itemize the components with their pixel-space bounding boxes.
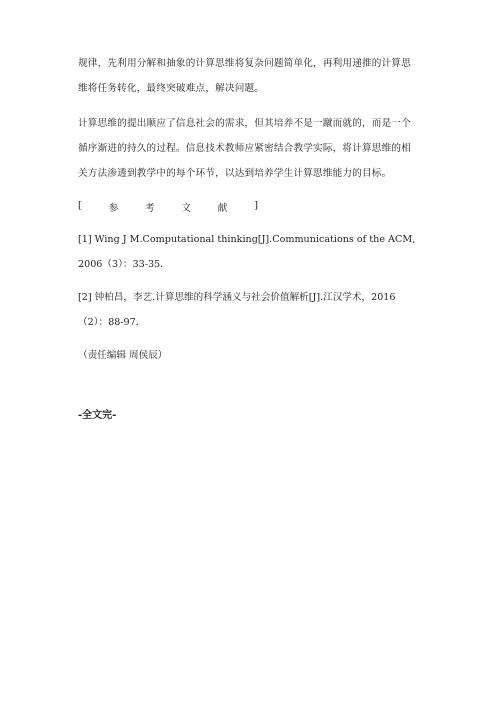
reference-1-line-2: 2006（3）：33-35. bbox=[78, 259, 164, 270]
editor-credit: （责任编辑 周侯辰） bbox=[78, 350, 168, 361]
references-heading bbox=[78, 200, 258, 214]
reference-2-line-2: （2）：88-97. bbox=[78, 317, 139, 328]
end-of-text-mark: -全文完- bbox=[78, 410, 117, 421]
reference-2-line-1: [2] 钟柏昌，李艺.计算思维的科学涵义与社会价值解析[J].江汉学术，2016 bbox=[78, 292, 396, 303]
references-heading-char-2: 考 bbox=[144, 203, 155, 214]
paragraph-2-line-2: 循序渐进的持久的过程。信息技术教师应紧密结合教学实际，将计算思维的相 bbox=[78, 143, 411, 154]
references-heading-char-3: 文 bbox=[181, 203, 191, 214]
paragraph-2-line-1: 计算思维的提出顺应了信息社会的需求，但其培养不是一蹴而就的，而是一个 bbox=[78, 118, 411, 129]
references-heading-open-bracket: [ bbox=[78, 200, 82, 211]
paragraph-1-line-1: 规律，先利用分解和抽象的计算思维将复杂问题简单化，再利用递推的计算思 bbox=[78, 58, 411, 69]
reference-1-line-1: [1] Wing J M.Computational thinking[J].Communications of the ACM, bbox=[78, 234, 416, 245]
paragraph-1-line-2: 维将任务转化，最终突破难点，解决问题。 bbox=[78, 83, 265, 94]
references-heading-char-4: 献 bbox=[217, 203, 228, 214]
references-heading-close-bracket: ] bbox=[254, 200, 258, 211]
paragraph-2-line-3: 关方法渗透到教学中的每个环节，以达到培养学生计算思维能力的目标。 bbox=[78, 168, 392, 179]
references-heading-char-1: 参 bbox=[108, 203, 119, 214]
